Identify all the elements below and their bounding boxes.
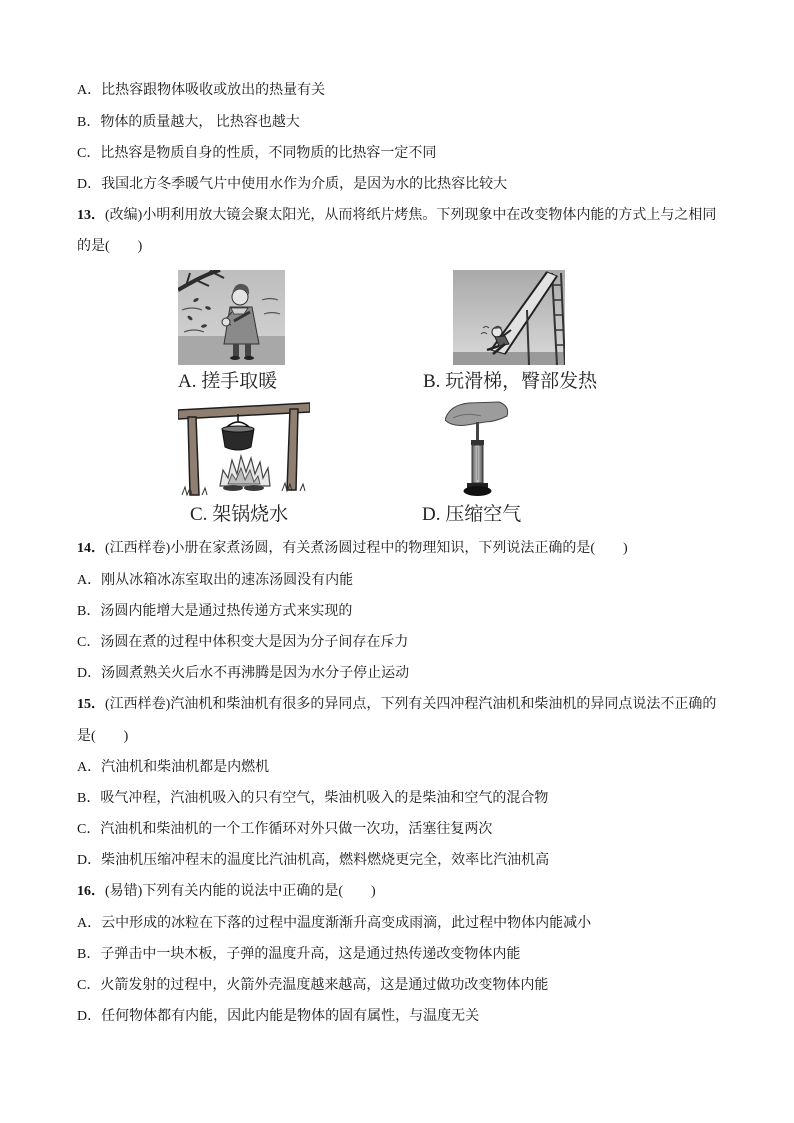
bottom-text-block <box>77 533 757 1032</box>
q16-option-a: A．云中形成的冰粒在下落的过程中温度渐渐升高变成雨滴，此过程中物体内能减小 <box>77 915 592 931</box>
boiling-pot-illustration <box>178 400 310 497</box>
q16-number: 16． <box>77 884 105 900</box>
q15-number: 15． <box>77 697 105 713</box>
q14-stem-text: (江西样卷)小册在家煮汤圆，有关煮汤圆过程中的物理知识，下列说法正确的是( ) <box>105 541 628 557</box>
q15-option-d: D．柴油机压缩冲程末的温度比汽油机高，燃料燃烧更完全，效率比汽油机高 <box>77 853 550 869</box>
q15-stem-line2: 是( ) <box>77 728 129 744</box>
q14-stem <box>77 533 757 564</box>
q14-option-a: A．刚从冰箱冰冻室取出的速冻汤圆没有内能 <box>77 572 354 588</box>
q16-stem <box>77 876 757 907</box>
q12-option-b: B．物体的质量越大， 比热容也越大 <box>77 114 300 130</box>
q13-stem-line1 <box>77 200 757 231</box>
q15-option-c: C．汽油机和柴油机的一个工作循环对外只做一次功，活塞往复两次 <box>77 822 493 838</box>
q16-stem-text: (易错)下列有关内能的说法中正确的是( ) <box>105 884 376 900</box>
slide-illustration <box>453 270 565 365</box>
q15-option-b: B．吸气冲程，汽油机吸入的只有空气，柴油机吸入的是柴油和空气的混合物 <box>77 790 549 806</box>
figure-caption-d: D. 压缩空气 <box>422 504 522 525</box>
q12-option-c: C．比热容是物质自身的性质，不同物质的比热容一定不同 <box>77 145 437 161</box>
q14-option-b: B．汤圆内能增大是通过热传递方式来实现的 <box>77 603 353 619</box>
figure-caption-b: B. 玩滑梯，臀部发热 <box>423 371 598 392</box>
q14-number: 14． <box>77 541 105 557</box>
top-text-block <box>77 75 757 262</box>
q16-option-b: B．子弹击中一块木板，子弹的温度升高，这是通过热传递改变物体内能 <box>77 946 521 962</box>
q12-option-d: D．我国北方冬季暖气片中使用水作为介质，是因为水的比热容比较大 <box>77 176 508 192</box>
figure-caption-a: A. 搓手取暖 <box>178 371 278 392</box>
q16-option-c: C．火箭发射的过程中，火箭外壳温度越来越高，这是通过做功改变物体内能 <box>77 978 549 994</box>
q13-number: 13． <box>77 208 105 224</box>
figure-caption-c: C. 架锅烧水 <box>190 504 289 525</box>
q12-option-a: A．比热容跟物体吸收或放出的热量有关 <box>77 83 326 99</box>
q15-stem-line1 <box>77 689 757 720</box>
q13-stem-text: (改编)小明利用放大镜会聚太阳光，从而将纸片烤焦。下列现象中在改变物体内能的方式上与之相同 <box>105 208 717 224</box>
q15-option-a: A．汽油机和柴油机都是内燃机 <box>77 759 270 775</box>
q15-stem-text: (江西样卷)汽油机和柴油机有很多的异同点，下列有关四冲程汽油机和柴油机的异同点说法不正确的 <box>105 697 717 713</box>
q14-option-d: D．汤圆煮熟关火后水不再沸腾是因为水分子停止运动 <box>77 666 410 682</box>
air-compression-illustration <box>445 400 510 497</box>
q13-stem-line2: 的是( ) <box>77 239 143 255</box>
rubbing-hands-illustration <box>178 270 285 365</box>
q16-option-d: D．任何物体都有内能，因此内能是物体的固有属性，与温度无关 <box>77 1009 480 1025</box>
q14-option-c: C．汤圆在煮的过程中体积变大是因为分子间存在斥力 <box>77 634 409 650</box>
